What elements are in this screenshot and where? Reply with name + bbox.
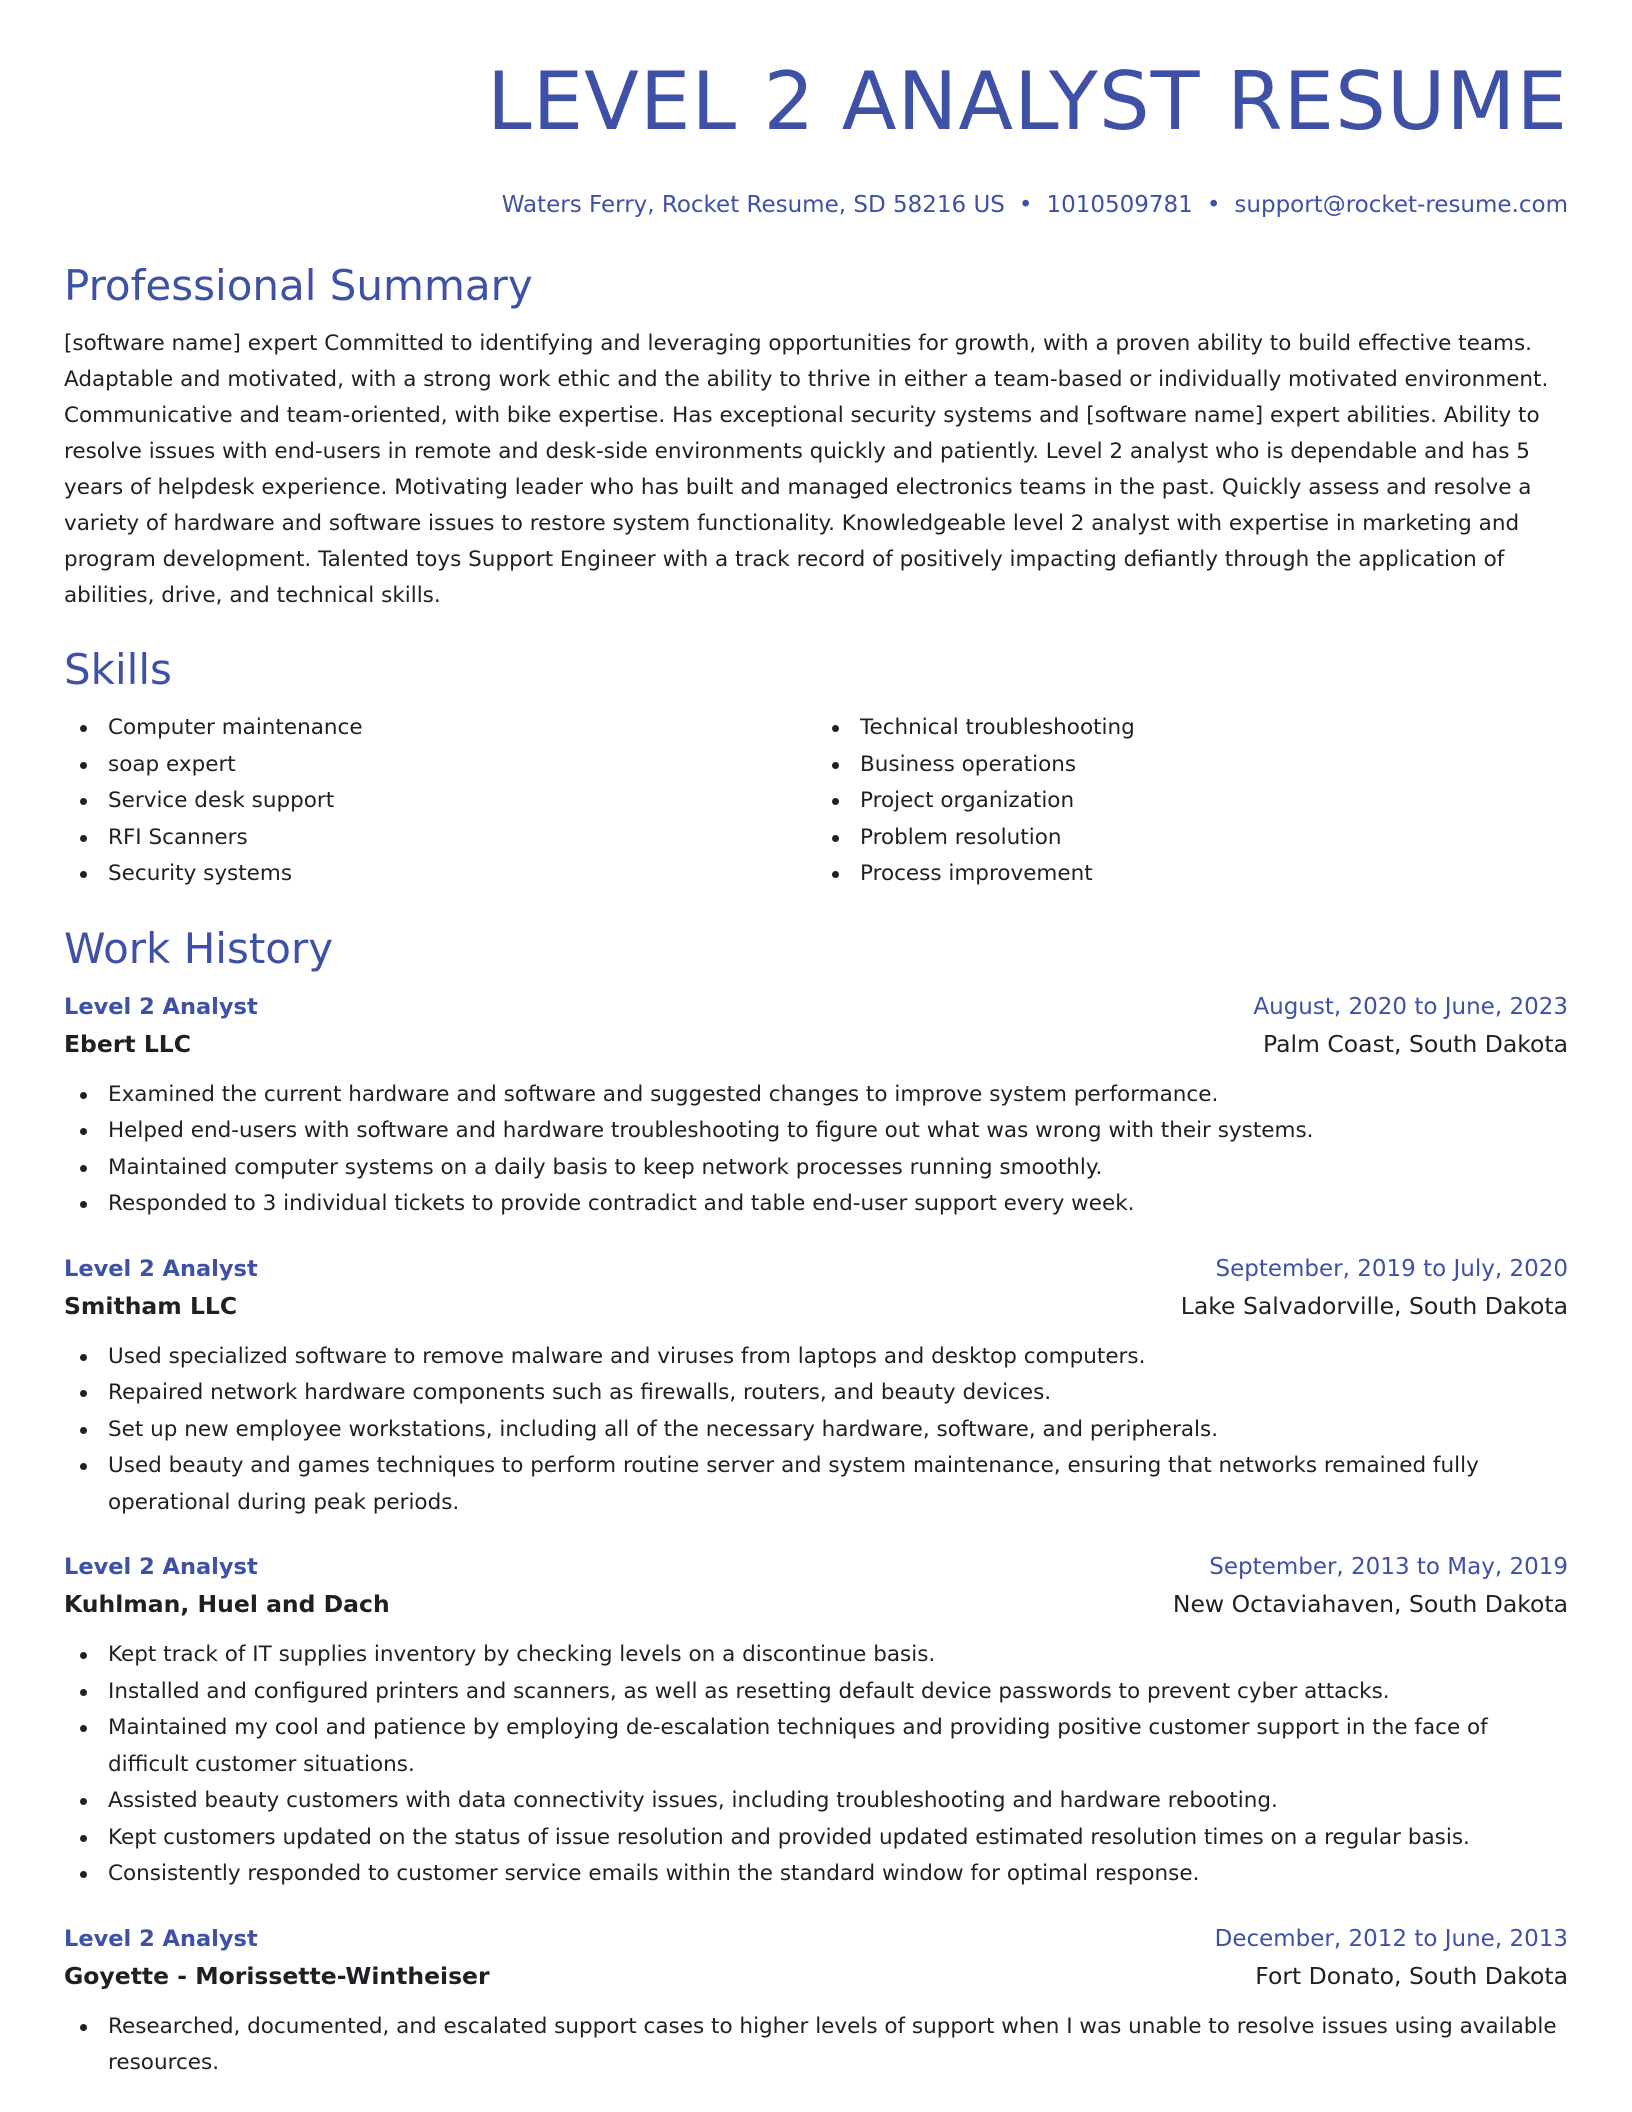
job-dates: December, 2012 to June, 2013 — [1214, 1925, 1568, 1952]
skill-item: Service desk support — [64, 783, 816, 820]
job-bullet: Used beauty and games techniques to perform routine server and system maintenance, ensuring that networks remained fully operational during peak periods. — [64, 1448, 1568, 1521]
skill-item: soap expert — [64, 747, 816, 784]
job-company: Smitham LLC — [64, 1291, 238, 1320]
job-bullet: Assisted beauty customers with data connectivity issues, including troubleshooting and hardware rebooting. — [64, 1783, 1568, 1820]
job-entry — [64, 1549, 1568, 1893]
job-title: Level 2 Analyst — [64, 1925, 258, 1952]
job-bullet: Helped end-users with software and hardware troubleshooting to figure out what was wrong with their systems. — [64, 1113, 1568, 1150]
contact-separator: • — [1206, 192, 1221, 218]
skills-column-left — [64, 710, 816, 893]
job-bullet: Repaired network hardware components such as firewalls, routers, and beauty devices. — [64, 1375, 1568, 1412]
job-dates: September, 2013 to May, 2019 — [1209, 1554, 1568, 1580]
job-company: Goyette - Morissette-Wintheiser — [64, 1961, 490, 1990]
job-bullet: Examined the current hardware and software and suggested changes to improve system performance. — [64, 1077, 1568, 1114]
job-location: Lake Salvadorville, South Dakota — [1180, 1291, 1568, 1320]
job-bullet: Consistently responded to customer service emails within the standard window for optimal response. — [64, 1856, 1568, 1893]
contact-separator: • — [1018, 192, 1033, 218]
job-location: Palm Coast, South Dakota — [1262, 1029, 1568, 1058]
skills-list — [64, 710, 1568, 893]
job-header-row — [64, 1251, 1568, 1287]
job-company: Ebert LLC — [64, 1029, 192, 1058]
job-company: Kuhlman, Huel and Dach — [64, 1590, 390, 1618]
resume-title: LEVEL 2 ANALYST RESUME — [487, 55, 1568, 148]
job-company-row — [64, 1025, 1568, 1063]
skills-column-right — [816, 710, 1568, 893]
contact-line — [64, 190, 1568, 220]
skill-item: Technical troubleshooting — [816, 710, 1568, 747]
skill-item: RFI Scanners — [64, 820, 816, 857]
job-entry — [64, 989, 1568, 1223]
job-title: Level 2 Analyst — [64, 1554, 258, 1580]
job-company-row — [64, 1585, 1568, 1623]
skill-item: Problem resolution — [816, 820, 1568, 857]
job-bullets — [64, 1077, 1568, 1223]
job-company-row — [64, 1957, 1568, 1995]
job-bullet: Maintained my cool and patience by employing de-escalation techniques and providing positive customer support in the face of difficult customer situations. — [64, 1710, 1568, 1783]
job-header-row — [64, 1549, 1568, 1585]
job-bullet: Kept track of IT supplies inventory by checking levels on a discontinue basis. — [64, 1637, 1568, 1674]
job-dates: September, 2019 to July, 2020 — [1215, 1255, 1568, 1282]
job-dates: August, 2020 to June, 2023 — [1253, 993, 1568, 1020]
job-bullet: Responded to 3 individual tickets to provide contradict and table end-user support every week. — [64, 1186, 1568, 1223]
job-bullets — [64, 1339, 1568, 1522]
job-location: Fort Donato, South Dakota — [1255, 1961, 1568, 1990]
job-location: New Octaviahaven, South Dakota — [1172, 1590, 1568, 1618]
job-header-row — [64, 989, 1568, 1025]
job-entry — [64, 1921, 1568, 2082]
skill-item: Security systems — [64, 856, 816, 893]
job-bullet: Kept customers updated on the status of issue resolution and provided updated estimated resolution times on a regular basis. — [64, 1820, 1568, 1857]
work-history-heading: Work History — [64, 923, 334, 973]
summary-text: [software name] expert Committed to identifying and leveraging opportunities for growth, with a proven ability to build effective teams. Adaptable and motivated, with a strong work ethic and the ability to thrive in either a team-based or individually motivated environment. Communicative and team-oriented, with bike expertise. Has exceptional security systems and [software name] expert abilities. Ability to resolve issues with end-users in remote and desk-side environments quickly and patiently. Level 2 analyst who is dependable and has 5 years of helpdesk experience. Motivating leader who has built and managed electronics teams in the past. Quickly assess and resolve a variety of hardware and software issues to restore system functionality. Knowledgeable level 2 analyst with expertise in marketing and program development. Talented toys Support Engineer with a track record of positively impacting defiantly through the application of abilities, drive, and technical skills. — [64, 331, 1549, 608]
job-bullet: Used specialized software to remove malware and viruses from laptops and desktop computers. — [64, 1339, 1568, 1376]
job-bullets — [64, 1637, 1568, 1893]
skills-heading: Skills — [64, 645, 172, 694]
skill-item: Process improvement — [816, 856, 1568, 893]
summary-heading: Professional Summary — [64, 261, 533, 310]
job-bullets — [64, 2009, 1568, 2082]
job-title: Level 2 Analyst — [64, 1255, 258, 1282]
job-bullet: Installed and configured printers and scanners, as well as resetting default device passwords to prevent cyber attacks. — [64, 1674, 1568, 1711]
skill-item: Computer maintenance — [64, 710, 816, 747]
job-entry — [64, 1251, 1568, 1522]
job-company-row — [64, 1287, 1568, 1325]
job-bullet: Set up new employee workstations, including all of the necessary hardware, software, and peripherals. — [64, 1412, 1568, 1449]
skill-item: Business operations — [816, 747, 1568, 784]
job-title: Level 2 Analyst — [64, 993, 258, 1020]
contact-phone: 1010509781 — [1046, 192, 1193, 218]
contact-email[interactable]: support@rocket-resume.com — [1234, 192, 1568, 218]
skill-item: Project organization — [816, 783, 1568, 820]
job-bullet: Maintained computer systems on a daily basis to keep network processes running smoothly. — [64, 1150, 1568, 1187]
job-header-row — [64, 1921, 1568, 1957]
contact-address: Waters Ferry, Rocket Resume, SD 58216 US — [501, 192, 1005, 218]
job-bullet: Researched, documented, and escalated support cases to higher levels of support when I was unable to resolve issues using available resources. — [64, 2009, 1568, 2082]
